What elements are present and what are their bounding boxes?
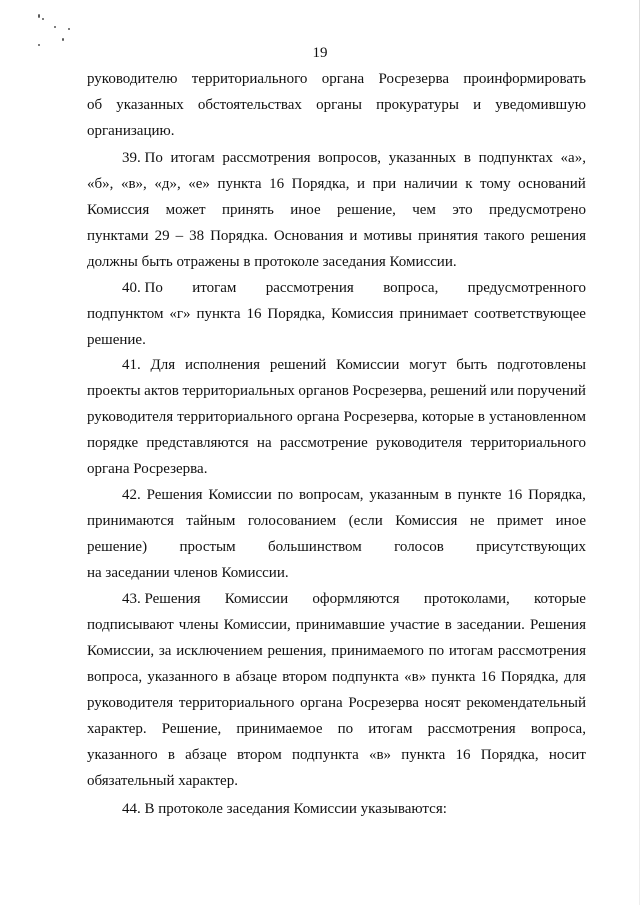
word: соответствующее	[474, 306, 586, 322]
word: 42.	[122, 487, 141, 503]
word: решение,	[337, 202, 396, 218]
word: решение)	[87, 539, 148, 555]
word: решений	[269, 357, 327, 373]
text-run: на заседании членов Комиссии.	[87, 565, 289, 581]
text-line	[87, 742, 586, 768]
word: «е»	[188, 176, 210, 192]
word: в	[444, 617, 452, 633]
word: рассмотрения	[222, 150, 311, 166]
word: территориального	[178, 695, 295, 711]
paragraph	[87, 352, 586, 482]
word: 41.	[122, 357, 141, 373]
word: указанных	[116, 97, 184, 113]
word: такого	[483, 228, 525, 244]
word: Комиссии	[208, 487, 272, 503]
word: органов	[298, 383, 349, 399]
word: 39. По	[122, 150, 163, 166]
word: предусмотрено	[488, 202, 586, 218]
word: иное	[290, 202, 321, 218]
paragraph	[87, 586, 586, 794]
word: пункта	[196, 306, 241, 322]
word: 16	[246, 306, 262, 322]
word: Решение,	[161, 721, 222, 737]
word: не	[469, 513, 485, 529]
word: подпункта	[291, 747, 359, 763]
text-line	[87, 171, 586, 197]
word: Комиссии,	[223, 617, 291, 633]
word: Решения	[146, 487, 203, 503]
text-run: решение.	[87, 332, 146, 348]
text-line	[87, 404, 586, 430]
word: 16	[455, 747, 471, 763]
word: оснований	[518, 176, 586, 192]
text-line	[87, 118, 586, 144]
word: втором	[282, 669, 327, 685]
word: пунктами	[87, 228, 149, 244]
word: рассмотрения	[427, 721, 516, 737]
word: –	[175, 228, 184, 244]
word: территориального	[177, 409, 293, 425]
word: принять	[221, 202, 274, 218]
word: «в»	[368, 747, 392, 763]
word: Комиссия	[395, 513, 458, 529]
word: рассмотрение	[279, 435, 368, 451]
word: принимаются	[87, 513, 174, 529]
page-number: 19	[312, 45, 328, 61]
paragraph	[87, 145, 586, 275]
word: подготовлены	[497, 357, 586, 373]
word: органы	[316, 97, 362, 113]
word: при	[372, 176, 397, 192]
paragraph	[87, 275, 586, 353]
word: Комиссия	[87, 202, 150, 218]
word: пункта	[401, 747, 446, 763]
text-line	[87, 430, 586, 456]
word: территориальных	[182, 383, 295, 399]
word: территориального	[191, 71, 308, 87]
word: указанного	[147, 669, 218, 685]
word: Росрезерва,	[352, 383, 427, 399]
word: Росрезерва	[348, 695, 419, 711]
word: решения,	[267, 643, 327, 659]
word: рекомендательный	[466, 695, 586, 711]
text-line	[87, 378, 586, 404]
word: протоколами,	[423, 591, 510, 607]
word: итогам	[368, 721, 413, 737]
word: Комиссии,	[87, 643, 155, 659]
word: голосов	[394, 539, 444, 555]
word: абзаце	[185, 747, 227, 763]
word: органа	[300, 695, 343, 711]
word: подпункта	[332, 669, 399, 685]
word: итогам	[192, 280, 237, 296]
word: «а»,	[560, 150, 586, 166]
word: Основания	[273, 228, 344, 244]
word: и	[473, 97, 482, 113]
word: 40. По	[122, 280, 163, 296]
word: предусмотренного	[467, 280, 586, 296]
text-line	[87, 534, 586, 560]
word: для	[563, 669, 586, 685]
word: органа	[296, 409, 340, 425]
word: в	[167, 747, 175, 763]
word: об	[87, 97, 103, 113]
paragraph	[87, 482, 586, 586]
text-line	[87, 456, 586, 482]
word: порядке	[87, 435, 139, 451]
word: «в»,	[120, 176, 147, 192]
word: принятия	[418, 228, 478, 244]
word: принимаемого	[331, 643, 424, 659]
paragraph	[87, 796, 586, 822]
word: подписывают	[87, 617, 174, 633]
word: 16	[507, 487, 523, 503]
word: вопроса,	[530, 721, 586, 737]
word: по	[277, 487, 294, 503]
text-run: органа Росрезерва.	[87, 461, 208, 477]
word: Для	[150, 357, 176, 373]
text-line	[87, 197, 586, 223]
word: «д»,	[154, 176, 181, 192]
word: участие	[389, 617, 440, 633]
word: которые	[534, 591, 586, 607]
word: Комиссии	[336, 357, 400, 373]
word: принимавшие	[295, 617, 385, 633]
text-line	[87, 796, 586, 822]
word: актов	[144, 383, 179, 399]
text-line	[87, 638, 586, 664]
word: представляются	[146, 435, 249, 451]
word: Порядка,	[267, 306, 326, 322]
word: исключением	[176, 643, 263, 659]
word: голосованием	[247, 513, 337, 529]
word: оформляются	[312, 591, 400, 607]
word: указанным	[369, 487, 439, 503]
word: «в»	[404, 669, 427, 685]
word: Росрезерва,	[343, 409, 418, 425]
text-line	[87, 664, 586, 690]
word: за	[158, 643, 172, 659]
word: «б»,	[87, 176, 114, 192]
text-line	[87, 586, 586, 612]
word: пункта	[431, 669, 476, 685]
word: вопроса,	[383, 280, 439, 296]
word: Порядка,	[480, 747, 539, 763]
word: в	[444, 487, 452, 503]
word: и	[349, 228, 358, 244]
word: решения	[530, 228, 586, 244]
text-line	[87, 275, 586, 301]
text-run: должны быть отражены в протоколе заседания Комиссии.	[87, 254, 457, 270]
word: вопроса,	[87, 669, 143, 685]
word: принимаемое	[236, 721, 323, 737]
word: 43. Решения	[122, 591, 201, 607]
text-run: 44. В протоколе заседания Комиссии указываются:	[122, 801, 447, 817]
text-line	[87, 560, 586, 586]
word: в	[223, 669, 231, 685]
word: это	[452, 202, 473, 218]
word: прокуратуры	[376, 97, 459, 113]
text-line	[87, 612, 586, 638]
text-line	[87, 327, 586, 353]
word: органа	[321, 71, 365, 87]
text-line	[87, 768, 586, 794]
word: присутствующих	[476, 539, 586, 555]
word: итогам	[448, 643, 494, 659]
text-line	[87, 66, 586, 92]
word: Комиссия	[331, 306, 394, 322]
text-run: организацию.	[87, 123, 175, 139]
text-line	[87, 508, 586, 534]
word: пункта	[217, 176, 262, 192]
word: пункте	[457, 487, 502, 503]
word: примет	[496, 513, 544, 529]
word: «г»	[169, 306, 191, 322]
word: рассмотрения	[265, 280, 354, 296]
word: поручений	[517, 383, 586, 399]
word: может	[165, 202, 206, 218]
word: подпунктом	[87, 306, 164, 322]
word: быть	[456, 357, 488, 373]
word: на	[256, 435, 272, 451]
word: или	[490, 383, 514, 399]
word: и	[357, 176, 366, 192]
word: заседании.	[456, 617, 525, 633]
word: характер.	[87, 721, 147, 737]
text-line	[87, 301, 586, 327]
word: которые	[421, 409, 474, 425]
word: (если	[348, 513, 383, 529]
word: по	[428, 643, 445, 659]
word: тайным	[186, 513, 236, 529]
text-line	[87, 145, 586, 171]
text-run: обязательный характер.	[87, 773, 238, 789]
word: Порядка,	[291, 176, 350, 192]
word: члены	[178, 617, 219, 633]
word: большинством	[267, 539, 362, 555]
word: рассмотрения	[497, 643, 586, 659]
word: 16	[480, 669, 496, 685]
word: носит	[548, 747, 586, 763]
word: обстоятельствах	[197, 97, 302, 113]
word: втором	[236, 747, 282, 763]
word: вопросам,	[298, 487, 364, 503]
word: Порядка.	[210, 228, 268, 244]
text-line	[87, 92, 586, 118]
word: по	[337, 721, 354, 737]
word: мотивы	[363, 228, 412, 244]
word: 16	[269, 176, 285, 192]
text-line	[87, 716, 586, 742]
word: руководителя	[87, 695, 174, 711]
text-line	[87, 223, 586, 249]
word: руководителя	[376, 435, 463, 451]
text-line	[87, 690, 586, 716]
word: вопросов,	[318, 150, 382, 166]
paragraph	[87, 66, 586, 144]
word: итогам	[170, 150, 215, 166]
word: Комиссии	[224, 591, 289, 607]
word: простым	[179, 539, 236, 555]
word: территориального	[470, 435, 586, 451]
word: установленном	[489, 409, 586, 425]
word: наличии	[403, 176, 458, 192]
word: чем	[412, 202, 436, 218]
word: проекты	[87, 383, 141, 399]
word: Решения	[530, 617, 586, 633]
word: тому	[480, 176, 511, 192]
word: в	[463, 150, 471, 166]
word: принимает	[399, 306, 469, 322]
word: Порядка,	[528, 487, 586, 503]
word: руководителя	[87, 409, 174, 425]
word: исполнения	[184, 357, 261, 373]
word: могут	[409, 357, 447, 373]
word: Порядка,	[500, 669, 559, 685]
text-line	[87, 249, 586, 275]
word: решений	[430, 383, 487, 399]
word: абзаце	[235, 669, 277, 685]
word: носят	[424, 695, 461, 711]
word: Росрезерва	[378, 71, 449, 87]
word: проинформировать	[463, 71, 586, 87]
word: уведомившую	[495, 97, 586, 113]
word: указанного	[87, 747, 158, 763]
word: руководителю	[87, 71, 178, 87]
text-line	[87, 352, 586, 378]
word: 29	[154, 228, 170, 244]
word: 38	[189, 228, 205, 244]
word: указанных	[388, 150, 457, 166]
word: подпунктах	[478, 150, 553, 166]
word: иное	[555, 513, 586, 529]
word: к	[465, 176, 473, 192]
text-line	[87, 482, 586, 508]
word: в	[477, 409, 485, 425]
